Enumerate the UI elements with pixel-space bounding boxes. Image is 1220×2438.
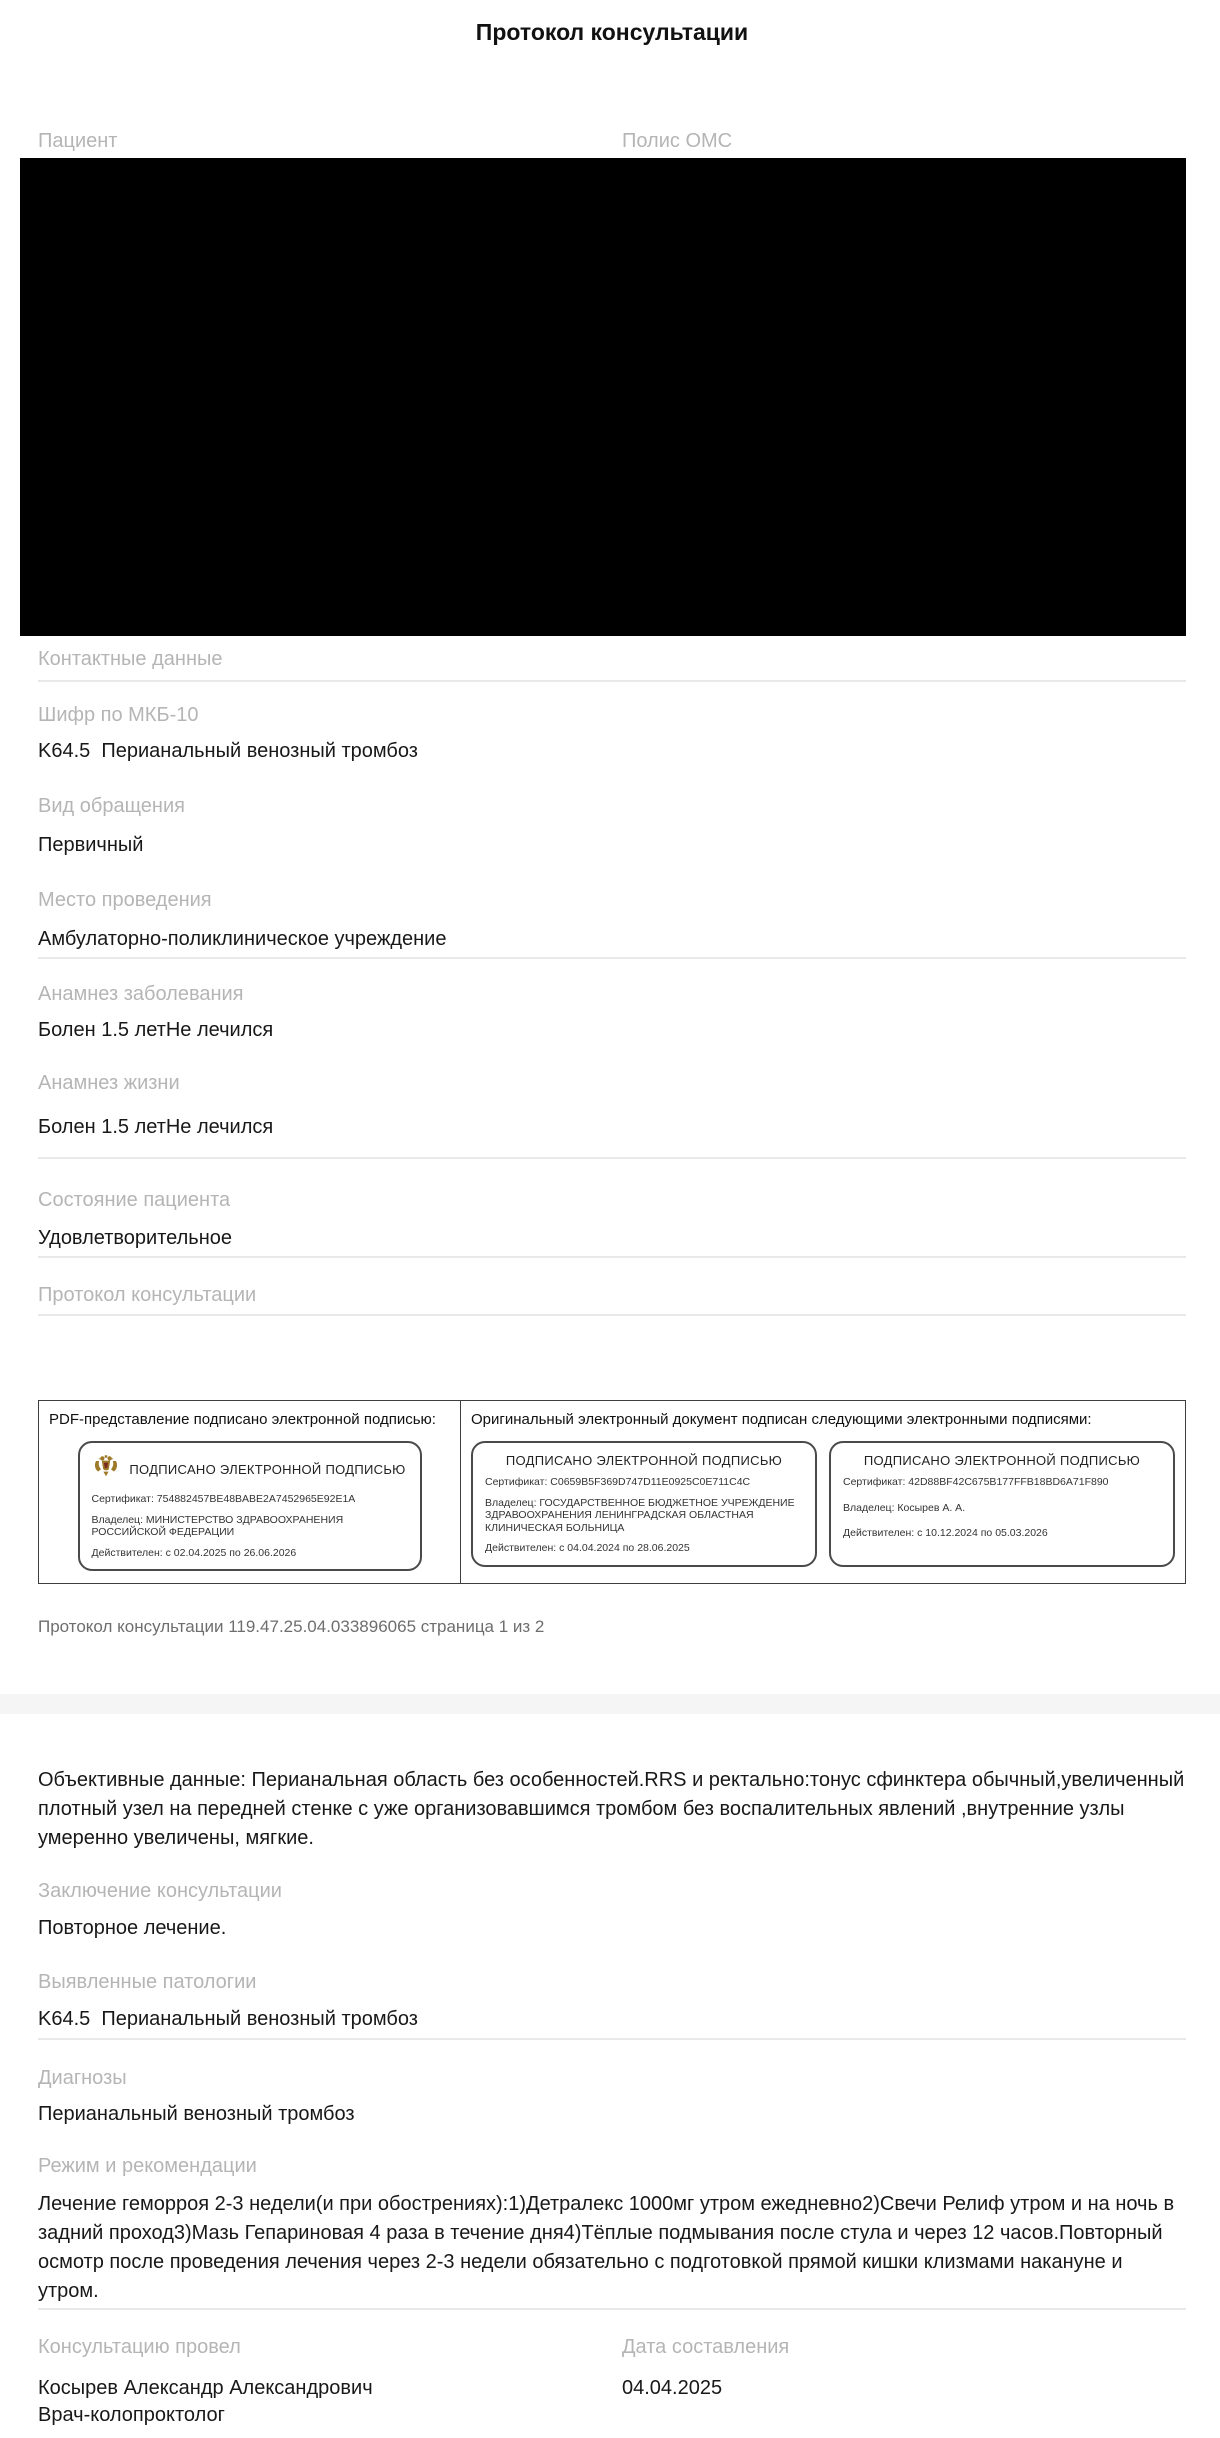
owner-line: Владелец: ГОСУДАРСТВЕННОЕ БЮДЖЕТНОЕ УЧРЕЖДЕНИЕ ЗДРАВООХРАНЕНИЯ ЛЕНИНГРАДСКАЯ ОБЛАСТНАЯ КЛИНИЧЕСКАЯ БОЛЬНИЦА bbox=[485, 1496, 795, 1534]
signatures-table bbox=[38, 1400, 1186, 1584]
recommendations-label: Режим и рекомендации bbox=[38, 2155, 257, 2177]
divider bbox=[38, 1314, 1186, 1316]
objective-data-text: Объективные данные: Перианальная область без особенностей.RRS и ректально:тонус сфинктера обычный,увеличенный плотный узел на передней стенке с уже организовавшимся тромбом без воспалительных явлений ,внутренние узлы умеренно увеличены, мягкие. bbox=[38, 1769, 1190, 1849]
validity-line: Действителен: с 10.12.2024 по 05.03.2026 bbox=[843, 1527, 1048, 1539]
validity-line: Действителен: с 02.04.2025 по 26.06.2026 bbox=[91, 1546, 297, 1559]
owner-value: Косырев А. А. bbox=[897, 1501, 966, 1514]
date-value: 04.04.2025 bbox=[622, 2377, 723, 2399]
anamnesis-life-label: Анамнез жизни bbox=[38, 1072, 180, 1094]
pathologies-label: Выявленные патологии bbox=[38, 1971, 257, 1993]
stamp-title: ПОДПИСАНО ЭЛЕКТРОННОЙ ПОДПИСЬЮ bbox=[505, 1453, 783, 1468]
doctor-date-labels-row bbox=[38, 2336, 1186, 2358]
doctor-date-values-row bbox=[38, 2375, 1186, 2429]
patient-label: Пациент bbox=[38, 130, 118, 152]
certificate-line: Сертификат: C0659B5F369D747D11E0925C0E711C4C bbox=[485, 1476, 751, 1488]
mkb-code-value: K64.5 Перианальный венозный тромбоз bbox=[38, 740, 418, 762]
place-label: Место проведения bbox=[38, 889, 212, 911]
certificate-value: 42D88BF42C675B177FFB18BD6A71F890 bbox=[908, 1476, 1109, 1488]
visit-type-label: Вид обращения bbox=[38, 795, 185, 817]
oms-policy-label: Полис ОМС bbox=[622, 130, 733, 152]
divider bbox=[38, 2038, 1186, 2040]
owner-line: Владелец: МИНИСТЕРСТВО ЗДРАВООХРАНЕНИЯ РОССИЙСКОЙ ФЕДЕРАЦИИ bbox=[91, 1513, 344, 1538]
visit-type-value: Первичный bbox=[38, 834, 144, 856]
date-label: Дата составления bbox=[622, 2336, 790, 2358]
diagnoses-value: Перианальный венозный тромбоз bbox=[38, 2103, 355, 2125]
original-signatures-cell bbox=[461, 1401, 1185, 1583]
place-value: Амбулаторно-поликлиническое учреждение bbox=[38, 928, 447, 950]
page-number-caption: Протокол консультации 119.47.25.04.033896065 страница 1 из 2 bbox=[38, 1617, 545, 1636]
validity-value: с 04.04.2024 по 28.06.2025 bbox=[559, 1542, 690, 1554]
certificate-value: C0659B5F369D747D11E0925C0E711C4C bbox=[550, 1476, 751, 1488]
russia-coat-of-arms-icon bbox=[93, 1453, 119, 1485]
certificate-line: Сертификат: 42D88BF42C675B177FFB18BD6A71F890 bbox=[843, 1476, 1109, 1488]
original-signatures-header: Оригинальный электронный документ подписан следующими электронными подписями: bbox=[471, 1411, 1092, 1428]
pdf-signature-header: PDF-представление подписано электронной подписью: bbox=[49, 1411, 436, 1428]
page-title: Протокол консультации bbox=[475, 19, 749, 45]
divider bbox=[38, 957, 1186, 959]
redacted-patient-data-block bbox=[20, 158, 1186, 636]
anamnesis-life-value: Болен 1.5 летНе лечился bbox=[38, 1116, 274, 1138]
anamnesis-disease-label: Анамнез заболевания bbox=[38, 983, 244, 1005]
pathologies-value: K64.5 Перианальный венозный тромбоз bbox=[38, 2008, 418, 2030]
divider bbox=[38, 1157, 1186, 1159]
owner-value: ГОСУДАРСТВЕННОЕ БЮДЖЕТНОЕ УЧРЕЖДЕНИЕ ЗДРАВООХРАНЕНИЯ ЛЕНИНГРАДСКАЯ ОБЛАСТНАЯ КЛИНИЧЕСКАЯ БОЛЬНИЦА bbox=[485, 1496, 795, 1534]
validity-line: Действителен: с 04.04.2024 по 28.06.2025 bbox=[485, 1542, 690, 1554]
signature-stamp bbox=[829, 1441, 1175, 1567]
certificate-value: 754882457BE48BABE2A7452965E92E1A bbox=[156, 1493, 356, 1505]
mkb-code-label: Шифр по МКБ-10 bbox=[38, 704, 199, 726]
divider bbox=[38, 2308, 1186, 2310]
patient-oms-row bbox=[38, 130, 1186, 152]
pdf-signature-cell bbox=[39, 1401, 461, 1583]
signature-stamp bbox=[471, 1441, 817, 1567]
divider bbox=[38, 680, 1186, 682]
conclusion-label: Заключение консультации bbox=[38, 1880, 282, 1902]
doctor-name: Косырев Александр Александрович bbox=[38, 2377, 373, 2399]
stamp-title: ПОДПИСАНО ЭЛЕКТРОННОЙ ПОДПИСЬЮ bbox=[129, 1461, 406, 1477]
owner-value: МИНИСТЕРСТВО ЗДРАВООХРАНЕНИЯ РОССИЙСКОЙ ФЕДЕРАЦИИ bbox=[91, 1513, 344, 1538]
recommendations-text: Лечение геморроя 2-3 недели(и при обострениях):1)Детралекс 1000мг утром ежедневно2)Свечи Релиф утром и на ночь в задний проход3)Мазь Гепариновая 4 раза в течение дня4)Тёплые подмывания после стула и через 12 часов.Повторный осмотр после проведения лечения через 2-3 недели обязательно с подготовкой прямой кишки клизмами накануне и утром. bbox=[38, 2193, 1180, 2302]
doctor-label: Консультацию провел bbox=[38, 2336, 241, 2358]
conclusion-value: Повторное лечение. bbox=[38, 1917, 227, 1939]
page-separator bbox=[0, 1694, 1220, 1714]
signature-stamp bbox=[78, 1441, 422, 1571]
certificate-line: Сертификат: 754882457BE48BABE2A7452965E92E1A bbox=[91, 1493, 356, 1505]
patient-state-value: Удовлетворительное bbox=[38, 1227, 232, 1249]
stamp-title: ПОДПИСАНО ЭЛЕКТРОННОЙ ПОДПИСЬЮ bbox=[863, 1453, 1141, 1468]
validity-value: с 10.12.2024 по 05.03.2026 bbox=[917, 1527, 1048, 1539]
protocol-section-label: Протокол консультации bbox=[38, 1284, 257, 1306]
doctor-role: Врач-колопроктолог bbox=[38, 2404, 225, 2426]
anamnesis-disease-value: Болен 1.5 летНе лечился bbox=[38, 1019, 274, 1041]
diagnoses-label: Диагнозы bbox=[38, 2067, 127, 2089]
contacts-label: Контактные данные bbox=[38, 648, 223, 670]
validity-value: с 02.04.2025 по 26.06.2026 bbox=[165, 1546, 297, 1559]
owner-line: Владелец: Косырев А. А. bbox=[843, 1501, 966, 1514]
patient-state-label: Состояние пациента bbox=[38, 1189, 231, 1211]
divider bbox=[38, 1256, 1186, 1258]
